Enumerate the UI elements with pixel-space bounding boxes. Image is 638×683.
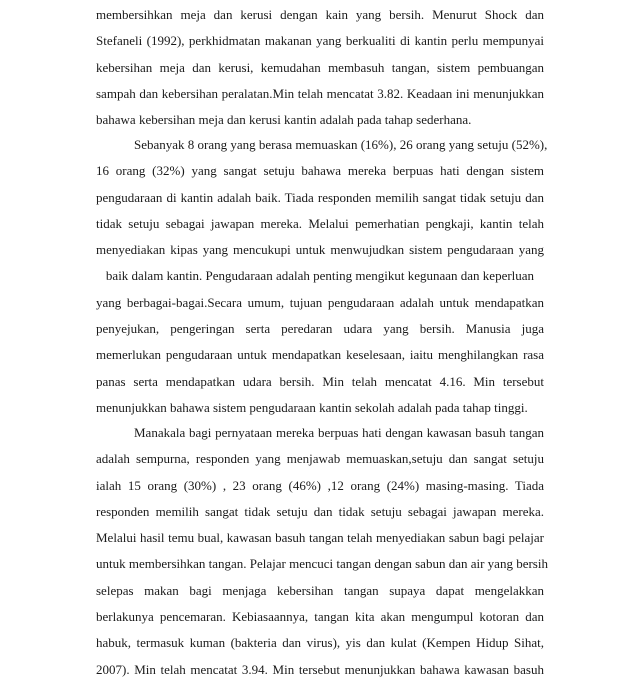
text-line: selepas makan bagi menjaga kebersihan tangan supaya dapat mengelakkan — [96, 582, 544, 598]
text-line: habuk, termasuk kuman (bakteria dan virus), yis dan kulat (Kempen Hidup Sihat, — [96, 635, 544, 651]
text-line: baik dalam kantin. Pengudaraan adalah penting mengikut kegunaan dan keperluan — [105, 268, 535, 284]
text-line: Sebanyak 8 orang yang berasa memuaskan (16%), 26 orang yang setuju (52%), — [134, 137, 548, 152]
text-line: penyejukan, pengeringan serta peredaran udara yang bersih. Manusia juga — [96, 321, 544, 337]
text-line: ialah 15 orang (30%) , 23 orang (46%) ,12 orang (24%) masing-masing. Tiada — [96, 477, 544, 493]
text-line: 16 orang (32%) yang sangat setuju bahawa mereka berpuas hati dengan sistem — [96, 163, 544, 179]
text-line: membersihkan meja dan kerusi dengan kain yang bersih. Menurut Shock dan — [96, 7, 544, 22]
text-line: menunjukkan bahawa sistem pengudaraan kantin sekolah adalah pada tahap tinggi. — [96, 399, 528, 415]
text-line: pengudaraan di kantin adalah baik. Tiada responden memilih sangat tidak setuju dan — [96, 189, 544, 205]
text-line: berlakunya pencemaran. Kebiasaannya, tangan kita akan mengumpul kotoran dan — [96, 609, 544, 625]
text-line: Manakala bagi pernyataan mereka berpuas hati dengan kawasan basuh tangan — [134, 425, 544, 440]
paragraph-2 — [96, 132, 548, 421]
paragraph-1 — [96, 0, 544, 133]
text-line: bahawa kebersihan meja dan kerusi kantin adalah pada tahap sederhana. — [96, 112, 472, 128]
text-line: menyediakan kipas yang mencukupi untuk menwujudkan sistem pengudaraan yang — [96, 242, 544, 258]
text-line: kebersihan meja dan kerusi, kemudahan membasuh tangan, sistem pembuangan — [96, 59, 544, 75]
text-line: memerlukan pengudaraan untuk mendapatkan keselesaan, iaitu menghilangkan rasa — [96, 347, 544, 363]
text-line: Melalui hasil temu bual, kawasan basuh tangan telah menyediakan sabun bagi pelajar — [96, 530, 544, 546]
text-line: untuk membersihkan tangan. Pelajar mencuci tangan dengan sabun dan air yang bersih — [96, 556, 548, 572]
text-line: tidak setuju sebagai jawapan mereka. Melalui pemerhatian pengkaji, kantin telah — [96, 215, 544, 231]
text-line: panas serta mendapatkan udara bersih. Min telah mencatat 4.16. Min tersebut — [96, 373, 544, 389]
text-line: adalah sempurna, responden yang menjawab memuaskan,setuju dan sangat setuju — [96, 451, 544, 467]
text-line: sampah dan kebersihan peralatan.Min telah mencatat 3.82. Keadaan ini menunjukkan — [96, 85, 544, 101]
text-line: responden memilih sangat tidak setuju dan tidak setuju sebagai jawapan mereka. — [96, 503, 544, 519]
text-line: 2007). Min telah mencatat 3.94. Min tersebut menunjukkan bahawa kawasan basuh — [96, 661, 544, 677]
text-line: yang berbagai-bagai.Secara umum, tujuan pengudaraan adalah untuk mendapatkan — [96, 294, 544, 310]
paragraph-3 — [96, 420, 548, 683]
text-line: Stefaneli (1992), perkhidmatan makanan yang berkualiti di kantin perlu mempunyai — [96, 33, 544, 49]
